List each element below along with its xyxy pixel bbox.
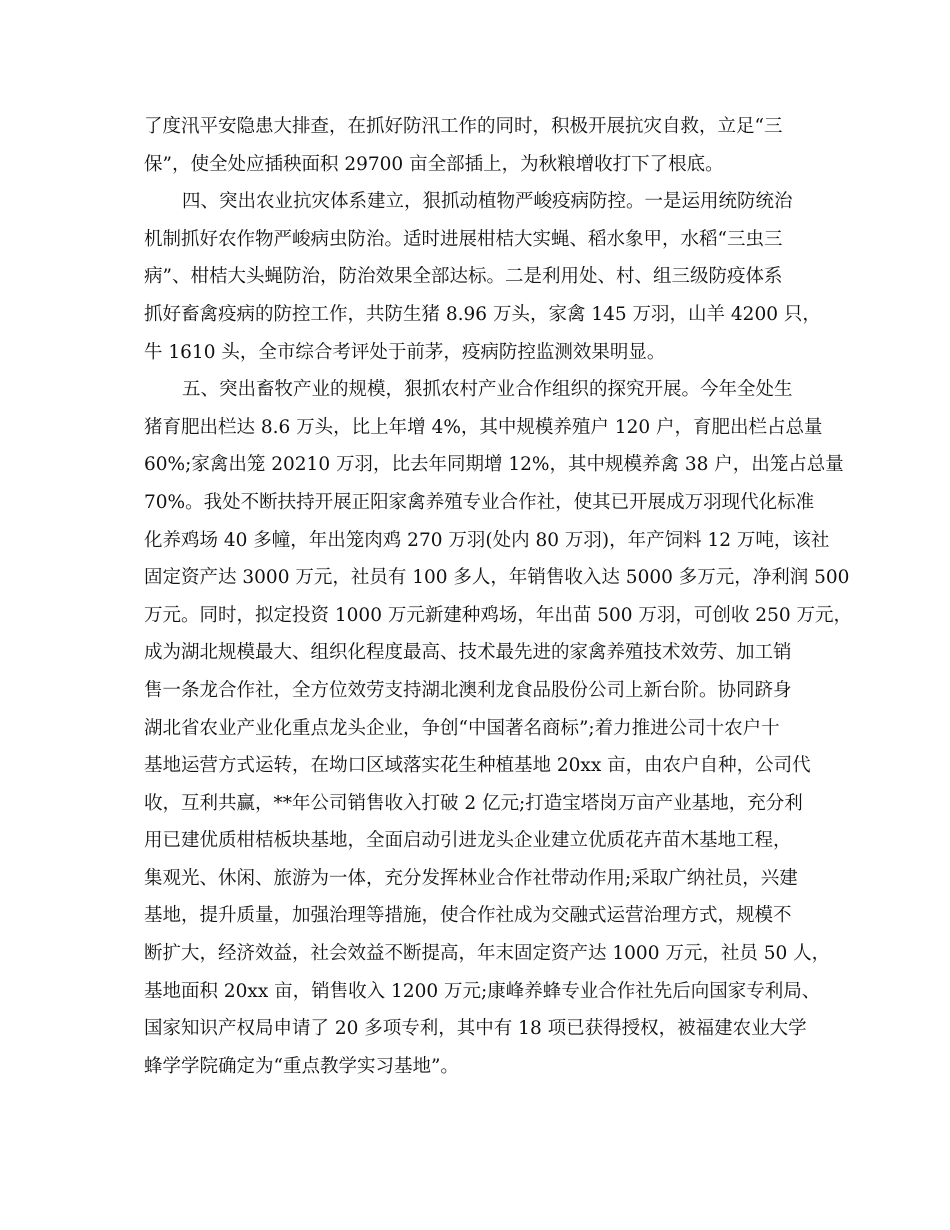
text-line: 蜂学学院确定为“重点教学实习基地”。 xyxy=(144,1055,459,1077)
text-line: 用已建优质柑桔板块基地，全面启动引进龙头企业建立优质花卉苗木基地工程， xyxy=(144,830,792,852)
text-line: 固定资产达 3000 万元，社员有 100 多人，年销售收入达 5000 多万元，净利润 500 xyxy=(144,567,850,589)
text-line: 万元。同时，拟定投资 1000 万元新建种鸡场，年出苗 500 万羽，可创收 250 万元， xyxy=(144,604,852,626)
text-line: 化养鸡场 40 多幢，年出笼肉鸡 270 万羽(处内 80 万羽)，年产饲料 12 万吨，该社 xyxy=(144,529,830,551)
text-line: 60%;家禽出笼 20210 万羽，比去年同期增 12%，其中规模养禽 38 户，出笼占总量 xyxy=(144,454,844,476)
text-line: 断扩大，经济效益，社会效益不断提高，年末固定资产达 1000 万元，社员 50 人， xyxy=(144,943,831,965)
text-line-first: 五、突出畜牧产业的规模，狠抓农村产业合作组织的探究开展。今年全处生 xyxy=(182,379,793,401)
text-line: 收，互利共赢，**年公司销售收入打破 2 亿元;打造宝塔岗万亩产业基地，充分利 xyxy=(144,792,803,814)
text-line: 基地面积 20xx 亩，销售收入 1200 万元;康峰养蜂专业合作社先后向国家专利局、 xyxy=(144,980,821,1002)
text-line: 基地，提升质量，加强治理等措施，使合作社成为交融式运营治理方式，规模不 xyxy=(144,905,792,927)
text-line: 成为湖北规模最大、组织化程度最高、技术最先进的家禽养殖技术效劳、加工销 xyxy=(144,642,792,664)
text-line: 了度汛平安隐患大排查，在抓好防汛工作的同时，积极开展抗灾自救，立足“三 xyxy=(144,116,783,137)
text-line: 保”，使全处应插秧面积 29700 亩全部插上，为秋粮增收打下了根底。 xyxy=(144,153,724,175)
text-line: 基地运营方式运转，在坳口区域落实花生种植基地 20xx 亩，由农户自种，公司代 xyxy=(144,755,811,777)
document-body xyxy=(144,108,852,1085)
paragraph-section-four xyxy=(144,183,821,371)
text-line: 机制抓好农作物严峻病虫防治。适时进展柑桔大实蝇、稻水象甲，水稻“三虫三 xyxy=(144,228,783,250)
paragraph-flood-control-continued xyxy=(144,108,809,183)
text-line-first: 四、突出农业抗灾体系建立，狠抓动植物严峻疫病防控。一是运用统防统治 xyxy=(182,191,793,213)
text-line: 病”、柑桔大头蝇防治，防治效果全部达标。二是利用处、村、组三级防疫体系 xyxy=(144,266,783,288)
text-line: 70%。我处不断扶持开展正阳家禽养殖专业合作社，使其已开展成万羽现代化标准 xyxy=(144,491,815,513)
text-line: 猪育肥出栏达 8.6 万头，比上年增 4%，其中规模养殖户 120 户，育肥出栏占总量 xyxy=(144,416,823,438)
text-line: 牛 1610 头，全市综合考评处于前茅，疫病防控监测效果明显。 xyxy=(144,341,666,363)
text-line: 抓好畜禽疫病的防控工作，共防生猪 8.96 万头，家禽 145 万羽，山羊 4200 只， xyxy=(144,303,821,325)
text-line: 集观光、休闲、旅游为一体，充分发挥林业合作社带动作用;采取广纳社员，兴建 xyxy=(144,867,798,889)
text-line: 售一条龙合作社，全方位效劳支持湖北澳利龙食品股份公司上新台阶。协同跻身 xyxy=(144,679,792,701)
paragraph-section-five xyxy=(144,371,852,1085)
text-line: 国家知识产权局申请了 20 多项专利，其中有 18 项已获得授权，被福建农业大学 xyxy=(144,1018,807,1040)
text-line: 湖北省农业产业化重点龙头企业，争创“中国著名商标”;着力推进公司十农户十 xyxy=(144,717,780,739)
